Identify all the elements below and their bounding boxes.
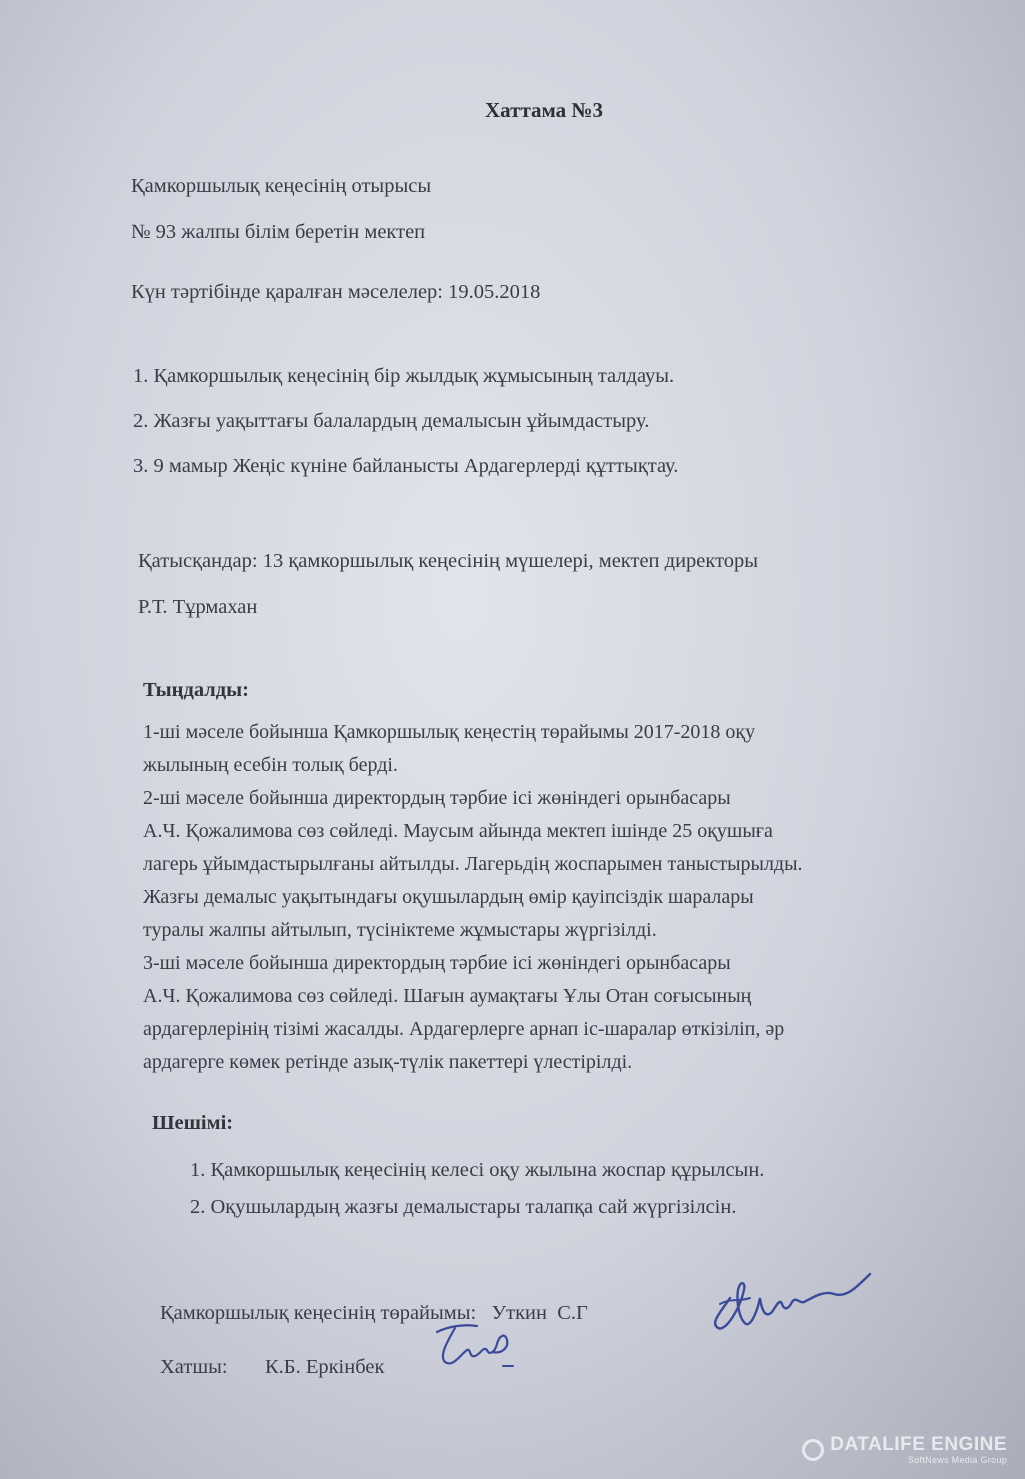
listened-line: 1-ші мәселе бойынша Қамкоршылық кеңестің төрайымы 2017-2018 оқу (143, 721, 756, 743)
agenda-heading: Күн тәртібінде қаралған мәселелер: 19.05.2018 (131, 281, 541, 303)
document-title: Хаттама №3 (485, 98, 604, 122)
listened-heading: Тыңдалды: (143, 679, 249, 701)
listened-line: ардагерге көмек ретінде азық-түлік пакеттері үлестірілді. (143, 1051, 633, 1073)
watermark-sub-text: SoftNews Media Group (907, 1455, 1007, 1465)
secretary-handwritten-signature (425, 1318, 525, 1378)
participants-line: Қатысқандар: 13 қамкоршылық кеңесінің мүшелері, мектеп директоры (138, 550, 759, 572)
decision-heading: Шешімі: (152, 1112, 234, 1134)
watermark-logo (802, 1435, 1007, 1465)
secretary-name: К.Б. Еркінбек (265, 1356, 385, 1378)
chair-handwritten-signature (700, 1268, 880, 1348)
listened-line: 2-ші мәселе бойынша директордың тәрбие ісі жөніндегі орынбасары (143, 787, 731, 809)
listened-line: лагерь ұйымдастырылғаны айтылды. Лагерьдің жоспарымен таныстырылды. (143, 853, 803, 875)
watermark-circle-icon (802, 1439, 824, 1461)
listened-line: Жазғы демалыс уақытындағы оқушылардың өмір қауіпсіздік шаралары (143, 886, 754, 908)
agenda-item: 2. Жазғы уақыттағы балалардың демалысын ұйымдастыру. (133, 410, 650, 432)
decision-item: 2. Оқушылардың жазғы демалыстары талапқа сай жүргізілсін. (190, 1196, 737, 1218)
agenda-item: 1. Қамкоршылық кеңесінің бір жылдық жұмысының талдауы. (133, 365, 675, 387)
council-meeting-line: Қамкоршылық кеңесінің отырысы (131, 175, 432, 197)
listened-line: 3-ші мәселе бойынша директордың тәрбие ісі жөніндегі орынбасары (143, 952, 731, 974)
listened-line: А.Ч. Қожалимова сөз сөйледі. Маусым айында мектеп ішінде 25 оқушыға (143, 820, 773, 842)
participants-director: Р.Т. Тұрмахан (138, 596, 258, 618)
listened-line: жылының есебін толық берді. (143, 754, 398, 776)
school-line: № 93 жалпы білім беретін мектеп (131, 221, 426, 243)
listened-line: ардагерлерінің тізімі жасалды. Ардагерлерге арнап іс-шаралар өткізіліп, әр (143, 1018, 785, 1040)
agenda-item: 3. 9 мамыр Жеңіс күніне байланысты Ардагерлерді құттықтау. (133, 455, 679, 477)
decision-item: 1. Қамкоршылық кеңесінің келесі оқу жылына жоспар құрылсын. (190, 1159, 765, 1181)
secretary-label: Хатшы: (160, 1356, 228, 1378)
listened-line: А.Ч. Қожалимова сөз сөйледі. Шағын аумақтағы Ұлы Отан соғысының (143, 985, 752, 1007)
listened-line: туралы жалпы айтылып, түсініктеме жұмыстары жүргізілді. (143, 919, 657, 941)
watermark-main-text: DATALIFE ENGINE (830, 1434, 1007, 1455)
chair-signature-line: Қамкоршылық кеңесінің төрайымы: Уткин С.Г (160, 1302, 588, 1324)
